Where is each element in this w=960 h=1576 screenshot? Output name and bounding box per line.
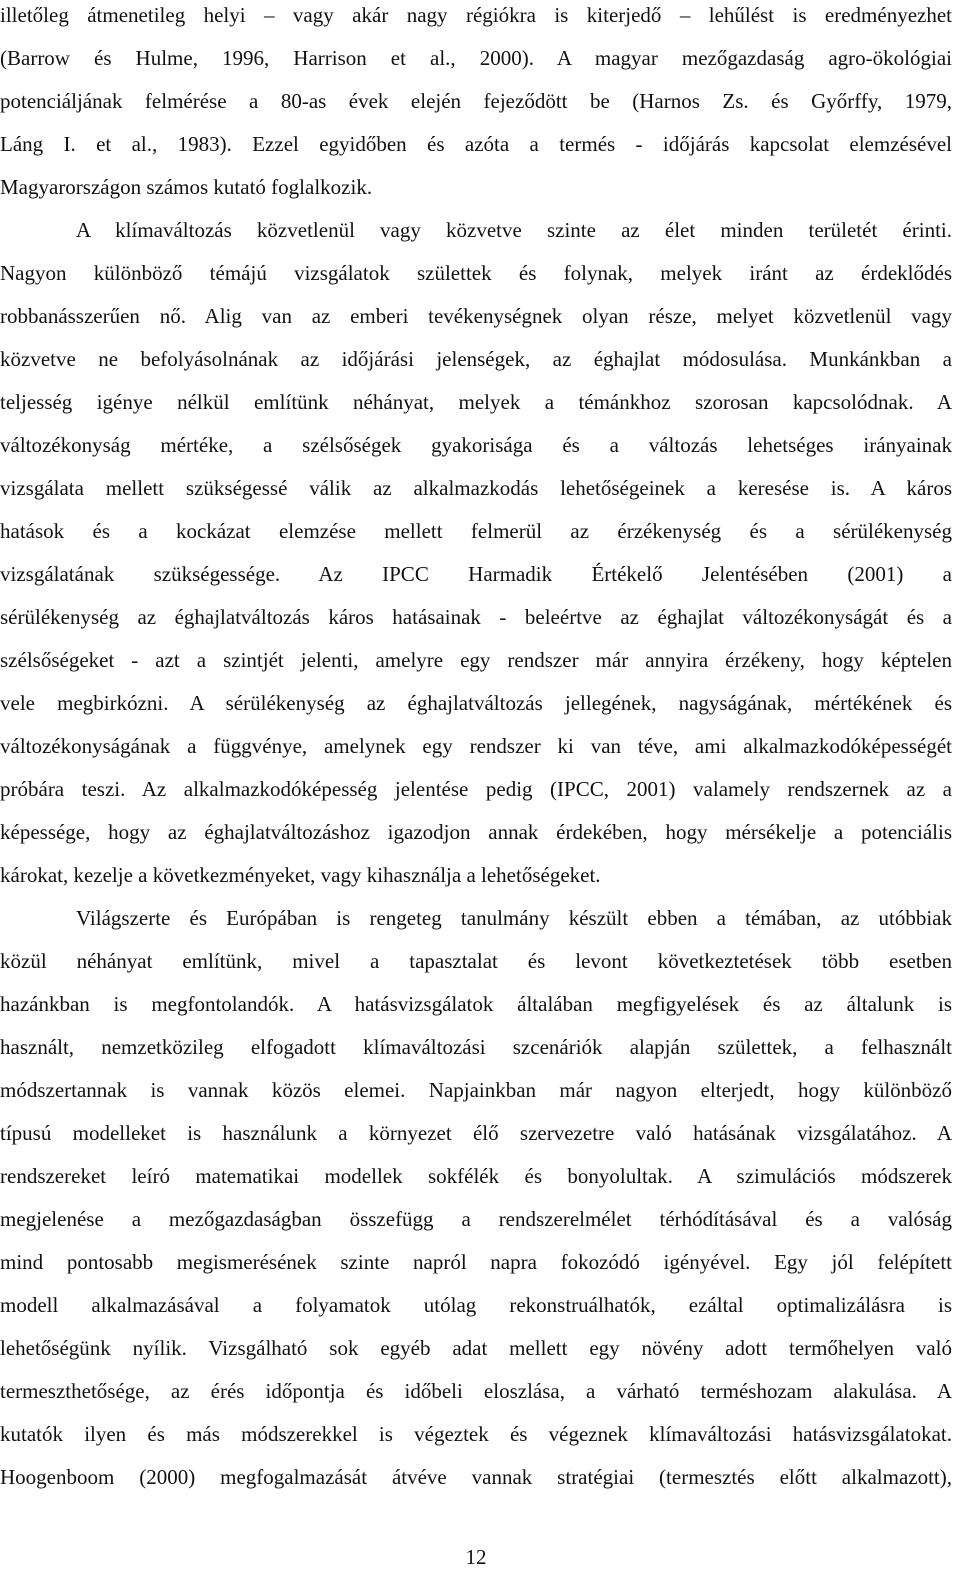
text-line: típusú modelleket is használunk a környezet élő szervezetre való hatásának vizsgálatához. A <box>0 1121 952 1145</box>
text-line: próbára teszi. Az alkalmazkodóképesség jelentése pedig (IPCC, 2001) valamely rendszernek az a <box>0 777 952 801</box>
text-line: vele megbirkózni. A sérülékenység az éghajlatváltozás jellegének, nagyságának, mértékének és <box>0 691 952 715</box>
text-line: változékonyságának a függvénye, amelynek egy rendszer ki van téve, ami alkalmazkodóképességét <box>0 734 952 758</box>
text-line: Magyarországon számos kutató foglalkozik. <box>0 175 373 199</box>
page-number: 12 <box>465 1545 487 1569</box>
text-line: használt, nemzetközileg elfogadott klímaváltozási szcenáriók alapján születtek, a felhasznált <box>0 1035 952 1059</box>
text-line: közül néhányat említünk, mivel a tapasztalat és levont következtetések több esetben <box>0 949 952 973</box>
text-line: kutatók ilyen és más módszerekkel is végeztek és végeznek klímaváltozási hatásvizsgálatokat. <box>0 1422 952 1446</box>
text-line: Láng I. et al., 1983). Ezzel egyidőben és azóta a termés - időjárás kapcsolat elemzésével <box>0 132 952 156</box>
text-line: sérülékenység az éghajlatváltozás káros hatásainak - beleértve az éghajlat változékonyságát és a <box>0 605 952 629</box>
text-line: károkat, kezelje a következményeket, vagy kihasználja a lehetőségeket. <box>0 863 601 887</box>
text-line: hazánkban is megfontolandók. A hatásvizsgálatok általában megfigyelések és az általunk is <box>0 992 952 1016</box>
text-line: teljesség igénye nélkül említünk néhányat, melyek a témánkhoz szorosan kapcsolódnak. A <box>0 390 952 414</box>
text-line: A klímaváltozás közvetlenül vagy közvetve szinte az élet minden területét érinti. <box>76 218 952 242</box>
text-line: képessége, hogy az éghajlatváltozáshoz igazodjon annak érdekében, hogy mérsékelje a potenciális <box>0 820 952 844</box>
text-line: Világszerte és Európában is rengeteg tanulmány készült ebben a témában, az utóbbiak <box>76 906 952 930</box>
text-line: közvetve ne befolyásolnának az időjárási jelenségek, az éghajlat módosulása. Munkánkban a <box>0 347 952 371</box>
text-line: változékonyság mértéke, a szélsőségek gyakorisága és a változás lehetséges irányainak <box>0 433 952 457</box>
text-line: mind pontosabb megismerésének szinte napról napra fokozódó igényével. Egy jól felépített <box>0 1250 952 1274</box>
text-line: vizsgálatának szükségessége. Az IPCC Harmadik Értékelő Jelentésében (2001) a <box>0 562 952 586</box>
text-line: szélsőségeket - azt a szintjét jelenti, amelyre egy rendszer már annyira érzékeny, hogy képtelen <box>0 648 952 672</box>
text-line: vizsgálata mellett szükségessé válik az alkalmazkodás lehetőségeinek a keresése is. A káros <box>0 476 952 500</box>
text-line: rendszereket leíró matematikai modellek sokfélék és bonyolultak. A szimulációs módszerek <box>0 1164 952 1188</box>
text-line: termeszthetősége, az érés időpontja és időbeli eloszlása, a várható terméshozam alakulása. A <box>0 1379 952 1403</box>
text-line: (Barrow és Hulme, 1996, Harrison et al., 2000). A magyar mezőgazdaság agro-ökológiai <box>0 46 952 70</box>
text-line: modell alkalmazásával a folyamatok utólag rekonstruálhatók, ezáltal optimalizálásra is <box>0 1293 952 1317</box>
text-line: hatások és a kockázat elemzése mellett felmerül az érzékenység és a sérülékenység <box>0 519 952 543</box>
text-line: potenciáljának felmérése a 80-as évek elején fejeződött be (Harnos Zs. és Győrffy, 1979, <box>0 89 952 113</box>
text-line: módszertannak is vannak közös elemei. Napjainkban már nagyon elterjedt, hogy különböző <box>0 1078 952 1102</box>
text-line: illetőleg átmenetileg helyi – vagy akár nagy régiókra is kiterjedő – lehűlést is eredményezhet <box>0 3 952 27</box>
text-line: lehetőségünk nyílik. Vizsgálható sok egyéb adat mellett egy növény adott termőhelyen való <box>0 1336 952 1360</box>
text-line: Hoogenboom (2000) megfogalmazását átvéve vannak stratégiai (termesztés előtt alkalmazott), <box>0 1465 952 1489</box>
text-line: Nagyon különböző témájú vizsgálatok születtek és folynak, melyek iránt az érdeklődés <box>0 261 952 285</box>
text-line: robbanásszerűen nő. Alig van az emberi tevékenységnek olyan része, melyet közvetlenül vagy <box>0 304 952 328</box>
text-line: megjelenése a mezőgazdaságban összefügg a rendszerelmélet térhódításával és a valóság <box>0 1207 952 1231</box>
